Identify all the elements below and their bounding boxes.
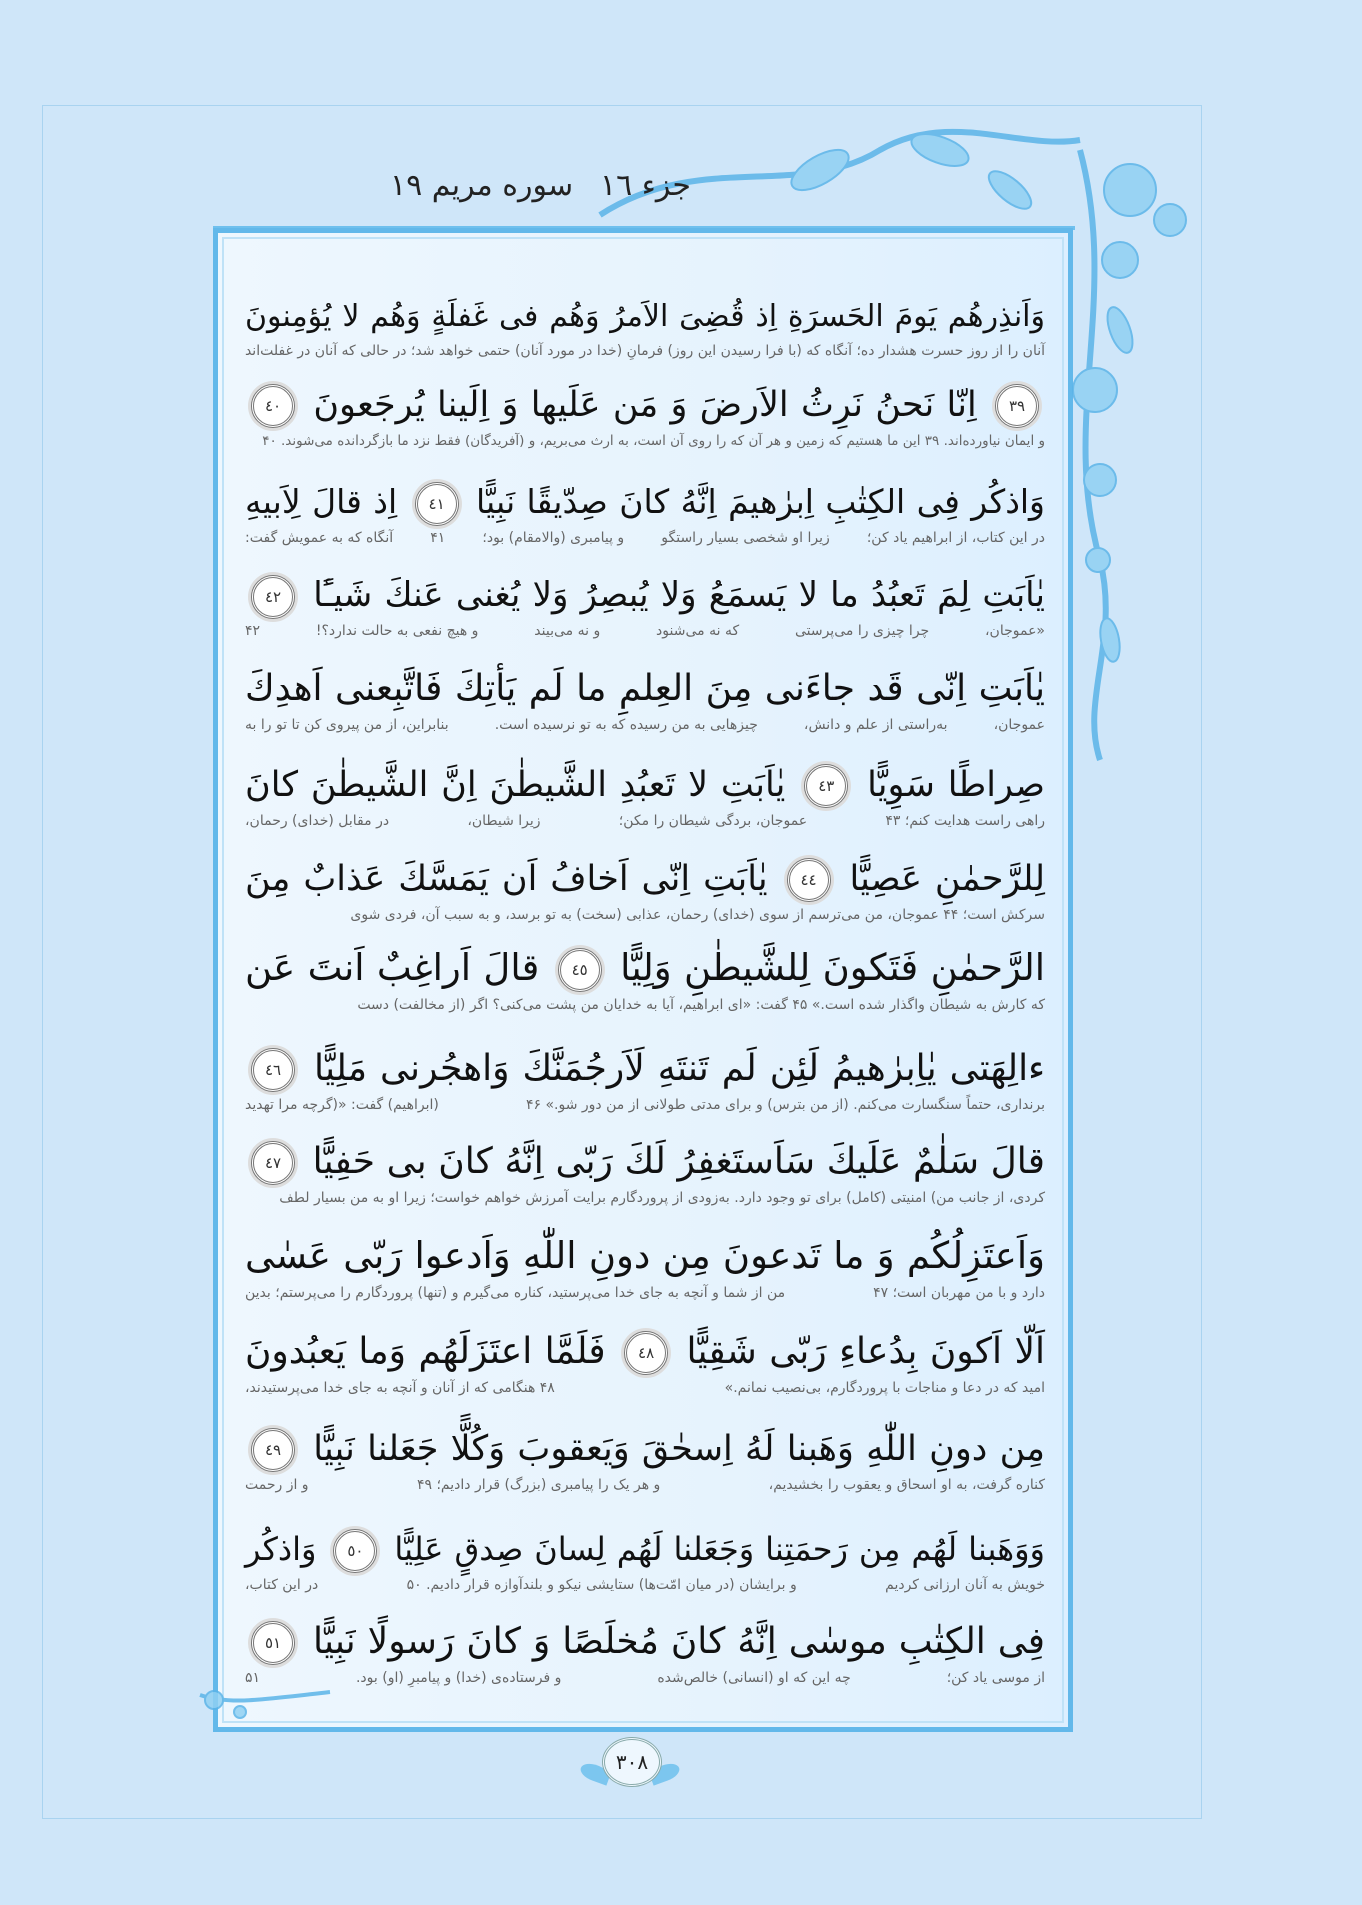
translation-segment: و ایمان نیاورده‌اند. ۳۹ این ما هستیم که زمین و هر آن که را روی آن است، به ارث می‌بریم، و (آفریدگان) فقط نزد ما بازگردانده می‌شوند. ۴۰ <box>262 433 1045 449</box>
ayah-number-marker: ٤٩ <box>251 1428 295 1472</box>
arabic-text-segment: صِراطًا سَوِیًّا <box>867 765 1045 805</box>
arabic-text-segment: وَاذکُر فِی الکِتٰبِ اِبرٰهیمَ اِنَّهُ کانَ صِدّیقًا نَبِیًّا <box>475 482 1045 521</box>
translation-segment: و از رحمت <box>245 1477 309 1493</box>
translation-segment: و نه می‌بیند <box>534 623 601 639</box>
translation-segment: زیرا شیطان، <box>467 813 541 829</box>
ayah-number-marker: ٤٦ <box>251 1048 295 1092</box>
arabic-text-segment: فِی الکِتٰبِ موسٰی اِنَّهُ کانَ مُخلَصًا وَ کانَ رَسولًا نَبِیًّا <box>312 1621 1045 1662</box>
translation-segment: چه این که او (انسانی) خالص‌شده <box>657 1670 851 1686</box>
translation-segment: چرا چیزی را می‌پرستی <box>794 623 930 639</box>
arabic-text-segment: وَاذکُر <box>244 1530 317 1568</box>
translation-segment: من از شما و آنچه به جای خدا می‌پرستید، کناره می‌گیرم و (تنها) پروردگارم را می‌پرستم؛ بدین <box>245 1285 786 1301</box>
translation-segment: ۵۱ <box>245 1670 261 1686</box>
ayah-number-marker: ٤١ <box>415 482 459 526</box>
arabic-text-segment: وَاَعتَزِلُکُم وَ ما تَدعونَ مِن دونِ اللّٰهِ وَاَدعوا رَبّی عَسٰی <box>245 1234 1045 1277</box>
translation-segment: به‌راستی از علم و دانش، <box>803 717 948 733</box>
arabic-text-segment: اِذ قالَ لِاَبیهِ <box>245 482 398 521</box>
translation-segment: زیرا او شخصی بسیار راستگو <box>661 530 830 546</box>
translation-segment: امید که در دعا و مناجات با پروردگارم، بی‌نصیب نمانم.» <box>724 1380 1045 1396</box>
translation-segment: ۴۱ <box>430 530 446 546</box>
translation-segment: عموجان، بردگی شیطان را مکن؛ <box>618 813 808 829</box>
arabic-text-segment: فَلَمَّا اعتَزَلَهُم وَما یَعبُدونَ <box>244 1331 606 1372</box>
ayah-number-marker: ٤٧ <box>251 1141 295 1185</box>
arabic-text-segment: یٰاَبَتِ لا تَعبُدِ الشَّیطٰنَ اِنَّ الشَّیطٰنَ کانَ <box>245 765 786 805</box>
translation-segment: و هر یک را پیامبری (بزرگ) قرار دادیم؛ ۴۹ <box>416 1477 661 1493</box>
translation-segment: و هیچ نفعی به حالت ندارد؟! <box>315 623 479 639</box>
ayah-number-marker: ٤٨ <box>624 1331 668 1375</box>
translation-segment: ۴۲ <box>245 623 261 639</box>
translation-segment: در مقابل (خدای) رحمان، <box>245 813 390 829</box>
ayah-number-marker: ٤٣ <box>804 764 848 808</box>
ayah-number-marker: ٣٩ <box>995 384 1039 428</box>
translation-segment: خویش به آنان ارزانی کردیم <box>885 1577 1045 1593</box>
ayah-number-marker: ٥١ <box>251 1621 295 1665</box>
translation-segment: در این کتاب، از ابراهیم یاد کن؛ <box>866 530 1045 546</box>
arabic-text-segment: ءالِهَتی یٰاِبرٰهیمُ لَئِن لَم تَنتَهِ لَاَرجُمَنَّكَ وَاهجُرنی مَلِیًّا <box>314 1048 1045 1089</box>
translation-segment: سرکش است؛ ۴۴ عموجان، من می‌ترسم از سوی (خدای) رحمان، عذابی (سخت) به تو برسد، و به سبب آن، فردی شوی <box>350 907 1045 923</box>
translation-segment: «عموجان، <box>985 623 1045 639</box>
ayah-number-marker: ٤٥ <box>558 948 602 992</box>
translation-segment: عموجان، <box>993 717 1045 733</box>
translation-segment: کناره گرفت، به او اسحاق و یعقوب را بخشیدیم، <box>768 1477 1045 1493</box>
arabic-text-segment: مِن دونِ اللّٰهِ وَهَبنا لَهُ اِسحٰقَ وَیَعقوبَ وَکُلًّا جَعَلنا نَبِیًّا <box>313 1429 1045 1469</box>
juz-label: جزء ١٦ <box>600 168 691 203</box>
translation-segment: که کارش به شیطان واگذار شده است.» ۴۵ گفت: «ای ابراهیم، آیا به خدایان من پشت می‌کنی؟ اگر (از مخالفت) دست <box>357 997 1045 1013</box>
ayah-number-marker: ٤٤ <box>787 858 831 902</box>
ayah-number-marker: ٤٢ <box>251 575 295 619</box>
translation-segment: در این کتاب، <box>245 1577 319 1593</box>
arabic-text-segment: وَوَهَبنا لَهُم مِن رَحمَتِنا وَجَعَلنا لَهُم لِسانَ صِدقٍ عَلِیًّا <box>394 1530 1045 1568</box>
arabic-text-segment: یٰاَبَتِ اِنّی قَد جاءَنی مِنَ العِلمِ ما لَم یَأتِكَ فَاتَّبِعنی اَهدِكَ <box>245 668 1045 709</box>
ayah-number-marker: ٤٠ <box>251 384 295 428</box>
translation-segment: کردی، از جانب من) امنیتی (کامل) برای تو وجود دارد. به‌زودی از پروردگارم برایت آمرزش خواهم خواست؛ زیرا او به من بسیار لطف <box>279 1190 1045 1206</box>
arabic-text-segment: یٰاَبَتِ لِمَ تَعبُدُ ما لا یَسمَعُ وَلا یُبصِرُ وَلا یُغنی عَنكَ شَیـًٔا <box>313 575 1045 615</box>
ayah-number-marker: ٥٠ <box>333 1529 377 1573</box>
translation-segment: و برایشان (در میان امّت‌ها) ستایشی نیکو و بلندآوازه قرار دادیم. ۵۰ <box>406 1577 797 1593</box>
translation-segment: آنان را از روز حسرت هشدار ده؛ آنگاه که (با فرا رسیدن این روز) فرمانِ (خدا در مورد آنان) حتمی خواهد شد؛ در حالی که آنان در غفلت‌اند <box>244 343 1045 359</box>
translation-segment: بنابراین، از من پیروی کن تا تو را به <box>245 717 449 733</box>
arabic-text-segment: یٰاَبَتِ اِنّی اَخافُ اَن یَمَسَّكَ عَذابٌ مِنَ <box>245 859 768 899</box>
page-number: ٣٠٨ <box>602 1737 662 1787</box>
translation-segment: و فرستاده‌ی (خدا) و پیامبرِ (او) بود. <box>355 1670 562 1686</box>
translation-segment: راهی راست هدایت کنم؛ ۴۳ <box>885 813 1045 829</box>
translation-segment: ۴۸ هنگامی که از آنان و آنچه به جای خدا می‌پرستیدند، <box>245 1380 555 1396</box>
arabic-text-segment: قالَ اَراغِبٌ اَنتَ عَن <box>245 946 540 989</box>
translation-segment: که نه می‌شنود <box>656 623 740 639</box>
arabic-text-segment: اَلّا اَکونَ بِدُعاءِ رَبّی شَقِیًّا <box>686 1331 1045 1372</box>
translation-segment: (ابراهیم) گفت: «(گرچه مرا تهدید <box>245 1097 439 1113</box>
translation-segment: برنداری، حتماً سنگسارت می‌کنم. (از من بترس) و برای مدتی طولانی از من دور شو.» ۴۶ <box>525 1097 1045 1113</box>
arabic-text-segment: الرَّحمٰنِ فَتَکونَ لِلشَّیطٰنِ وَلِیًّا <box>620 946 1045 989</box>
translation-segment: از موسی یاد کن؛ <box>946 1670 1045 1686</box>
translation-segment: آنگاه که به عمویش گفت: <box>245 530 394 546</box>
translation-segment: دارد و با من مهربان است؛ ۴۷ <box>873 1285 1045 1301</box>
arabic-text-segment: وَاَنذِرهُم یَومَ الحَسرَةِ اِذ قُضِیَ الاَمرُ وَهُم فی غَفلَةٍ وَهُم لا یُؤمِنونَ <box>245 299 1045 334</box>
translation-segment: چیزهایی به من رسیده که به تو نرسیده است. <box>494 717 758 733</box>
arabic-text-segment: قالَ سَلٰمٌ عَلَیكَ سَاَستَغفِرُ لَكَ رَبّی اِنَّهُ کانَ بی حَفِیًّا <box>312 1141 1045 1182</box>
arabic-text-segment: لِلرَّحمٰنِ عَصِیًّا <box>849 859 1045 899</box>
translation-segment: و پیامبری (والامقام) بود؛ <box>482 530 625 546</box>
surah-label: سوره مریم ١٩ <box>390 168 574 203</box>
arabic-text-segment: اِنّا نَحنُ نَرِثُ الاَرضَ وَ مَن عَلَیها وَ اِلَینا یُرجَعونَ <box>313 385 977 425</box>
